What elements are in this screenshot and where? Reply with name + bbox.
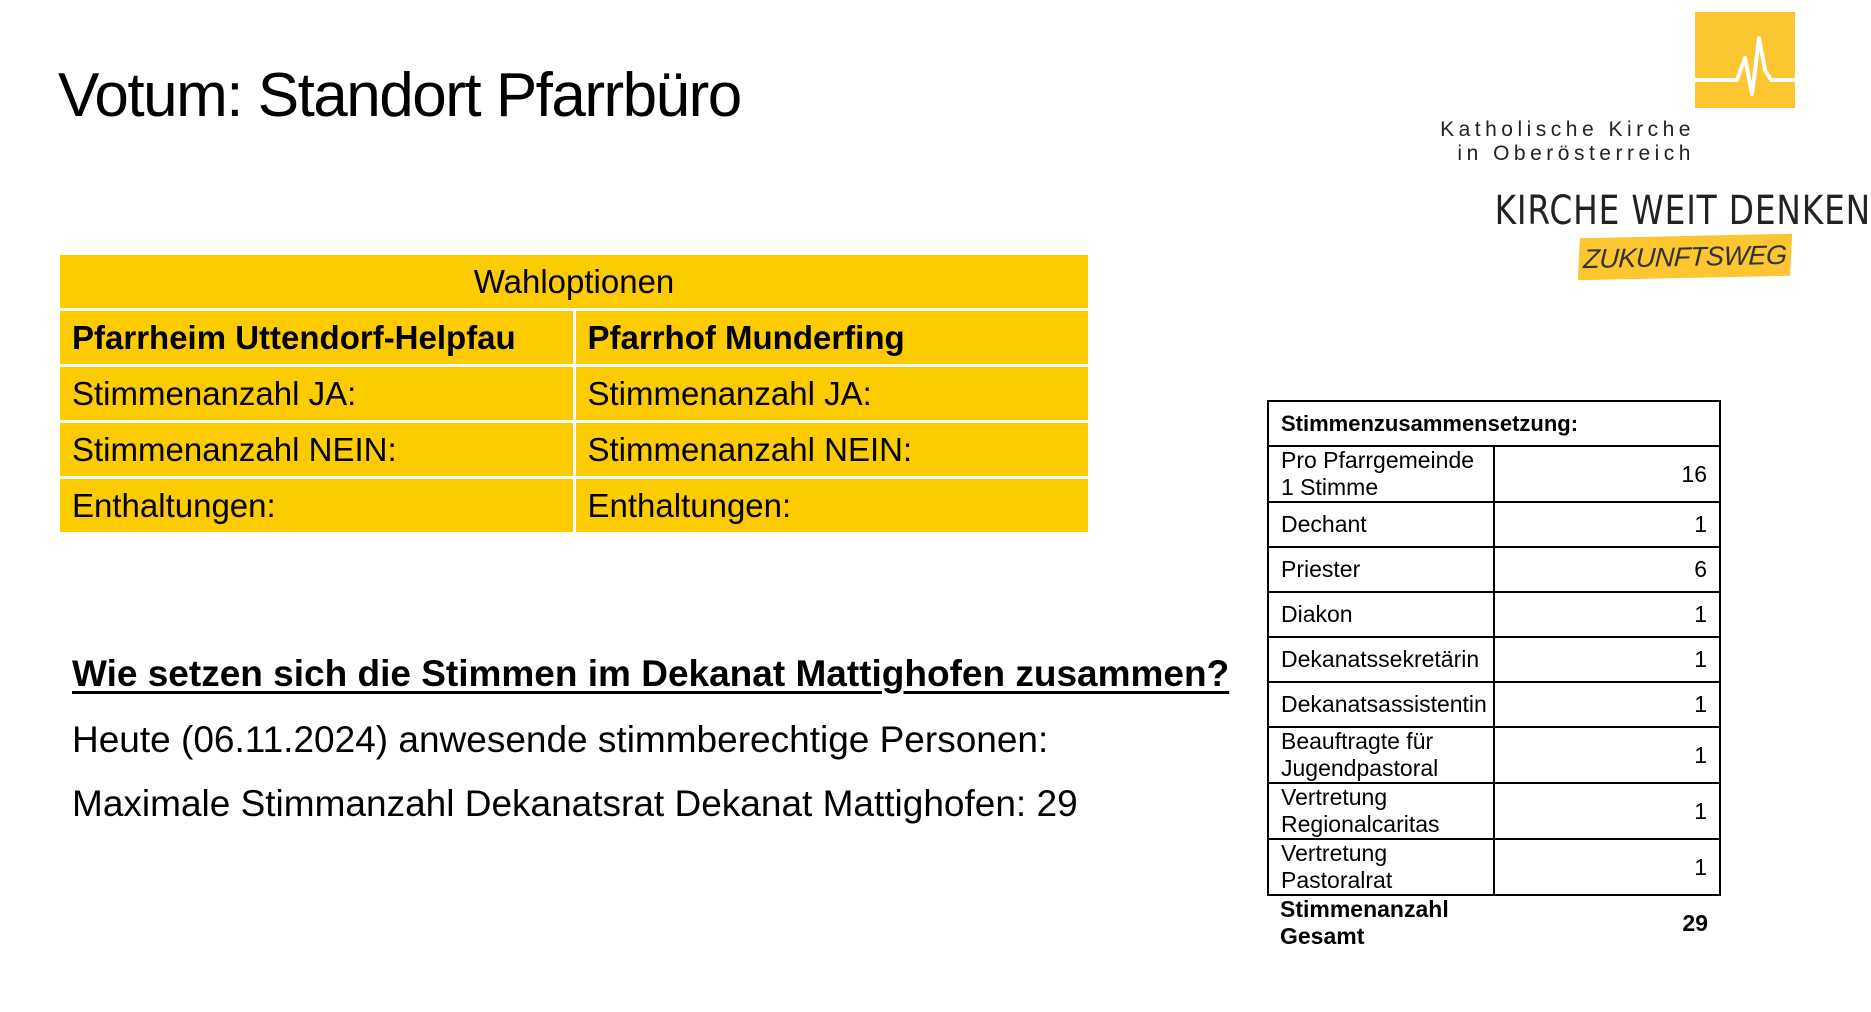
row-value: 1 xyxy=(1494,637,1720,682)
row-value: 1 xyxy=(1494,727,1720,783)
composition-header: Stimmenzusammensetzung: xyxy=(1268,401,1720,446)
table-row xyxy=(1268,839,1720,895)
logo-tag-text: ZUKUNFTSWEG xyxy=(1582,239,1788,274)
row-value: 1 xyxy=(1494,592,1720,637)
table-row xyxy=(1268,592,1720,637)
option-cell: Stimmenanzahl JA: xyxy=(59,366,575,422)
row-value: 1 xyxy=(1494,839,1720,895)
option-cell: Stimmenanzahl NEIN: xyxy=(59,422,575,478)
slide-title: Votum: Standort Pfarrbüro xyxy=(58,61,741,130)
table-row xyxy=(1268,446,1720,502)
row-value: 1 xyxy=(1494,682,1720,727)
option-cell: Enthaltungen: xyxy=(59,478,575,534)
total-value: 29 xyxy=(1682,909,1708,936)
question-heading: Wie setzen sich die Stimmen im Dekanat Mattighofen zusammen? xyxy=(72,653,1230,694)
row-label: Vertretung Pastoralrat xyxy=(1268,839,1494,895)
row-label: Dekanatsassistentin xyxy=(1268,682,1494,727)
total-label: Stimmenanzahl Gesamt xyxy=(1280,896,1449,949)
row-label: Vertretung Regionalcaritas xyxy=(1268,783,1494,839)
row-label: Priester xyxy=(1268,547,1494,592)
option-cell: Stimmenanzahl JA: xyxy=(574,366,1090,422)
option-cell: Enthaltungen: xyxy=(574,478,1090,534)
row-label: Dekanatssekretärin xyxy=(1268,637,1494,682)
option-column-2: Pfarrhof Munderfing xyxy=(574,310,1090,366)
present-persons-line: Heute (06.11.2024) anwesende stimmberechtige Personen: xyxy=(72,719,1049,760)
composition-table xyxy=(1267,400,1721,950)
table-row xyxy=(1268,727,1720,783)
row-label: Pro Pfarrgemeinde 1 Stimme xyxy=(1268,446,1494,502)
logo-org-line2: in Oberösterreich xyxy=(1457,142,1695,165)
logo-org-line1: Katholische Kirche xyxy=(1440,118,1695,141)
table-row xyxy=(1268,502,1720,547)
table-row xyxy=(1268,637,1720,682)
logo-tag xyxy=(1578,234,1792,280)
row-label: Beauftragte für Jugendpastoral xyxy=(1268,727,1494,783)
options-header: Wahloptionen xyxy=(59,254,1090,310)
option-column-1: Pfarrheim Uttendorf-Helpfau xyxy=(59,310,575,366)
options-table xyxy=(57,252,1091,535)
table-row xyxy=(1268,682,1720,727)
row-value: 6 xyxy=(1494,547,1720,592)
row-value: 1 xyxy=(1494,783,1720,839)
row-value: 1 xyxy=(1494,502,1720,547)
logo-org-name xyxy=(1405,118,1695,166)
logo-heartbeat-icon xyxy=(1695,12,1795,108)
table-row xyxy=(1268,783,1720,839)
table-row xyxy=(1268,547,1720,592)
row-label: Dechant xyxy=(1268,502,1494,547)
total-row xyxy=(1268,895,1720,950)
row-label: Diakon xyxy=(1268,592,1494,637)
row-value: 16 xyxy=(1494,446,1720,502)
option-cell: Stimmenanzahl NEIN: xyxy=(574,422,1090,478)
logo-slogan: KIRCHE WEIT DENKEN xyxy=(1494,188,1871,234)
max-votes-line: Maximale Stimmanzahl Dekanatsrat Dekanat Mattighofen: 29 xyxy=(72,783,1078,824)
